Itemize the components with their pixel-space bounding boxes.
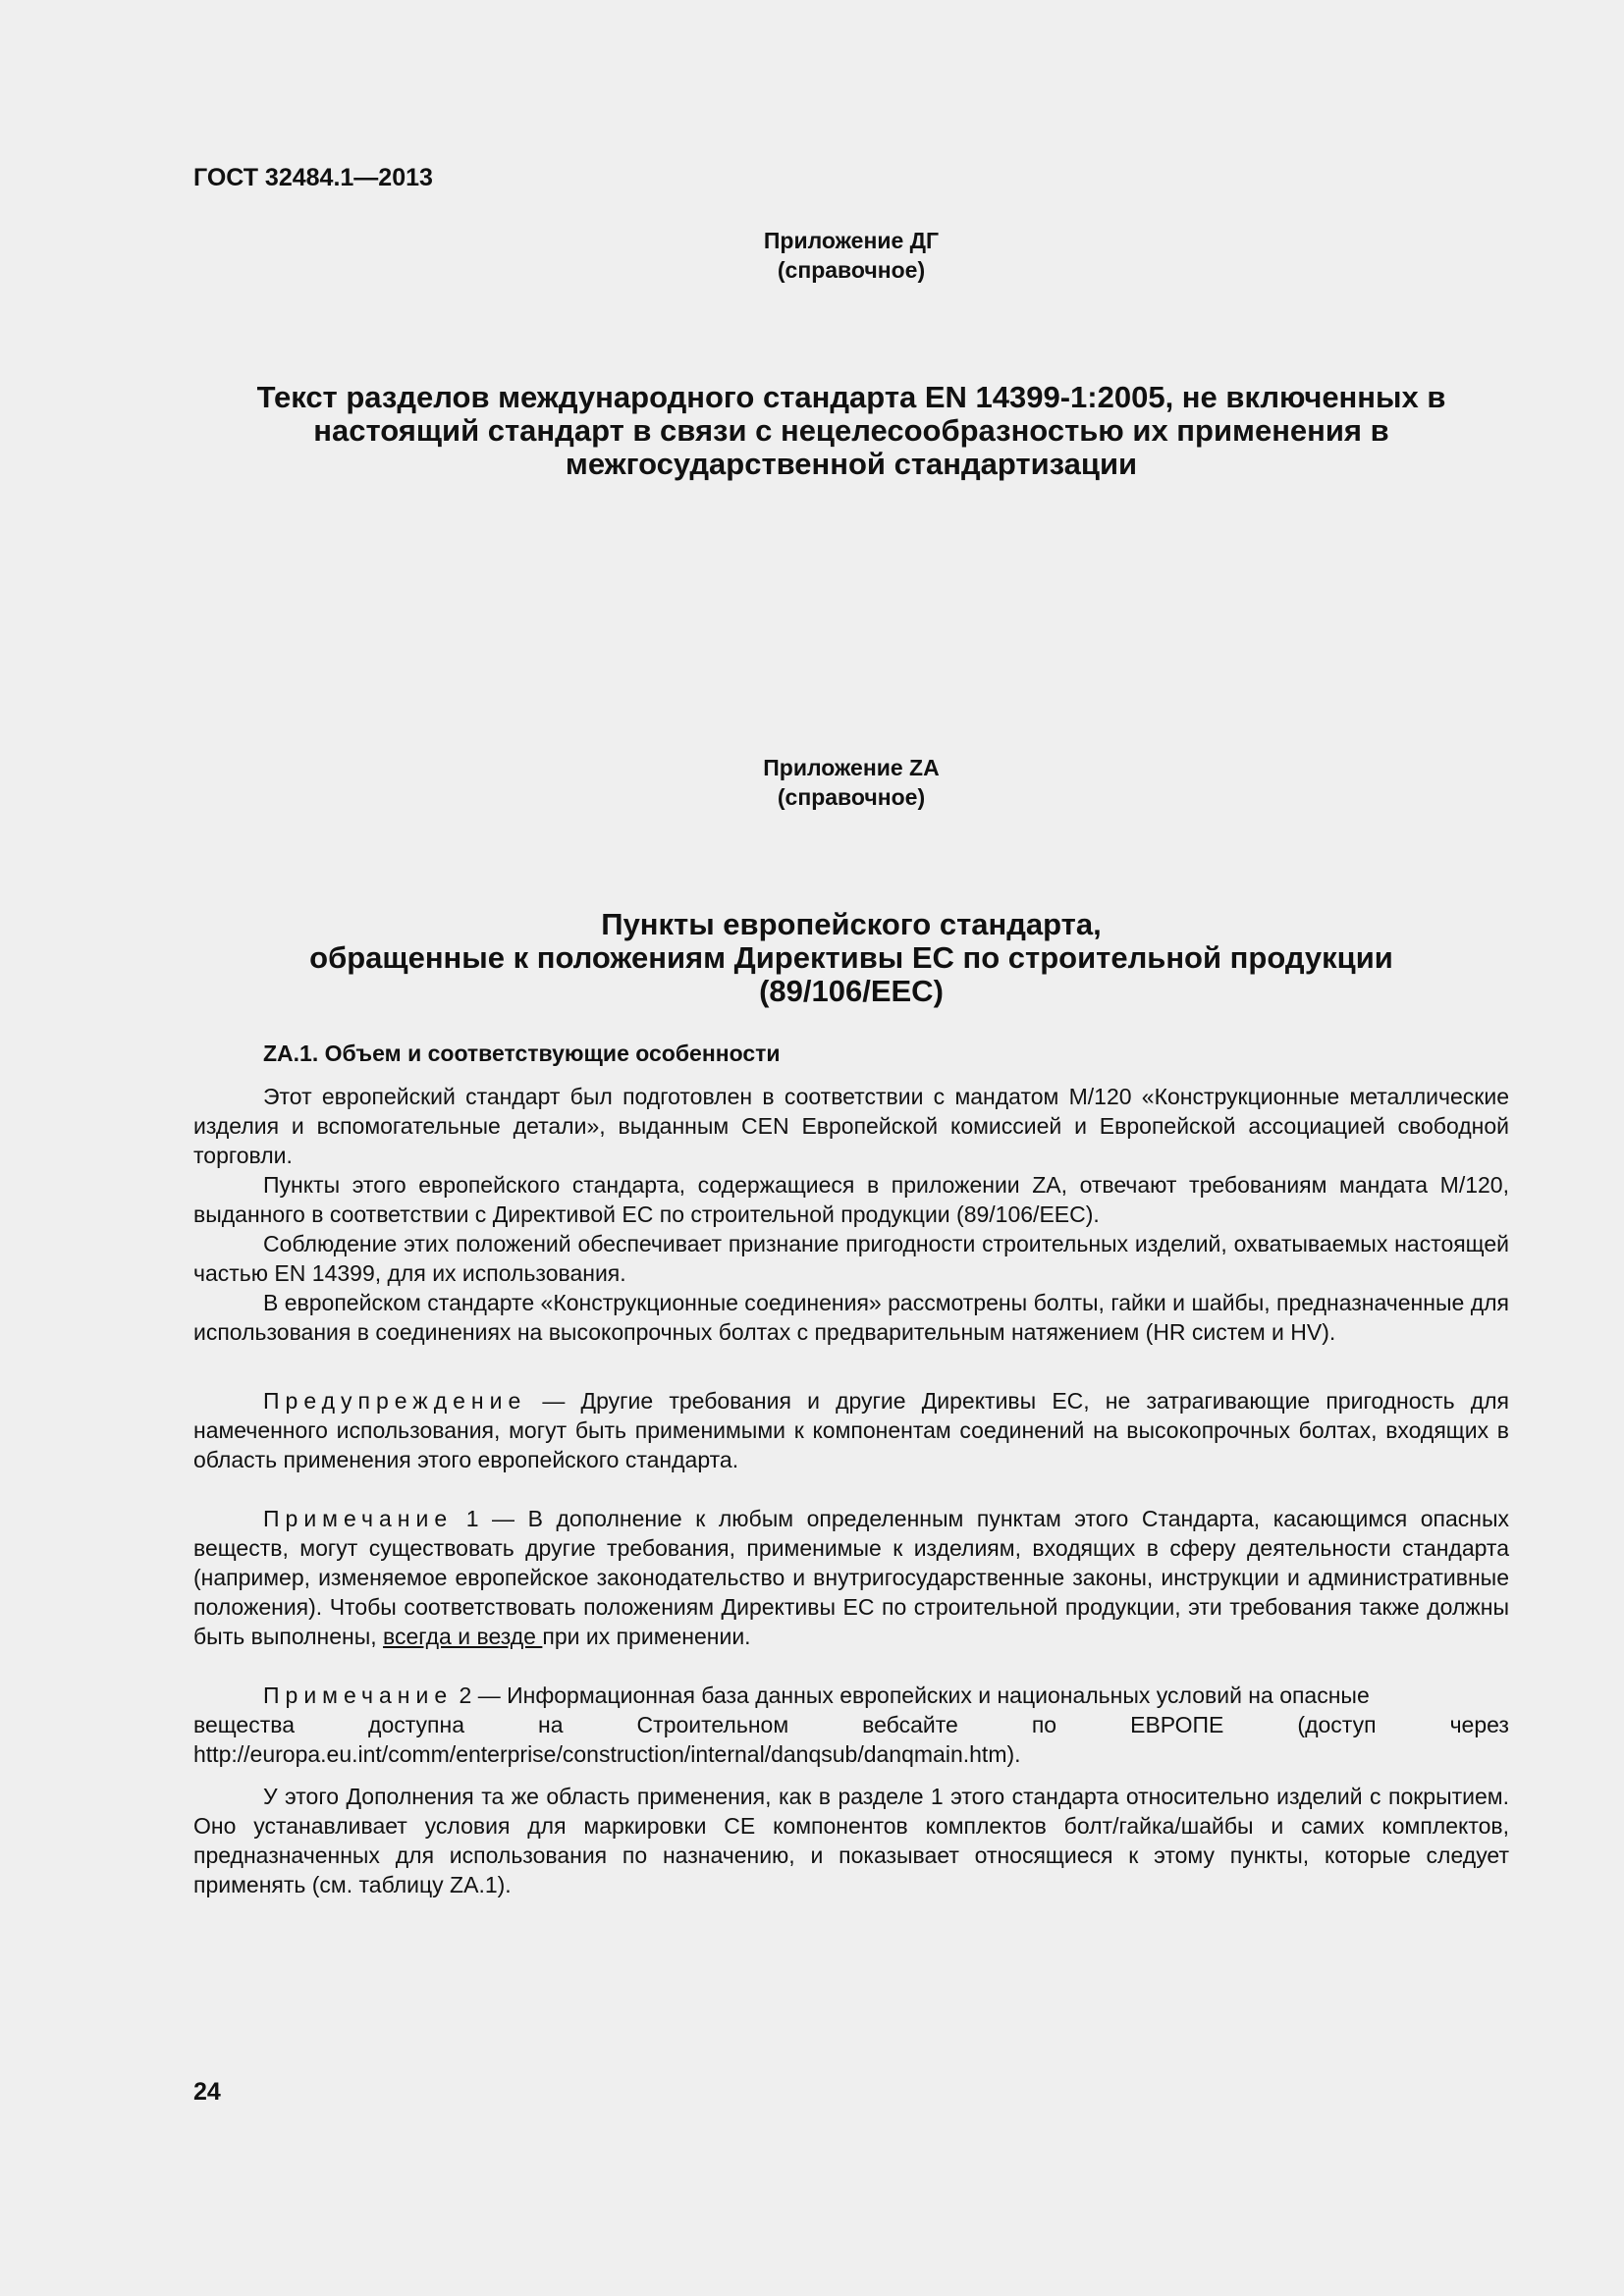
note2-word: (доступ [1297, 1712, 1377, 1737]
note2-line-3-url: http://europa.eu.int/comm/enterprise/construction/internal/danqsub/danqmain.htm). [193, 1741, 1021, 1767]
section-heading-za1: ZA.1. Объем и соответствующие особенности [263, 1041, 781, 1066]
annex-za-heading-line: обращенные к положениям Директивы ЕС по строительной продукции [309, 940, 1393, 975]
note1-label: Примечание [263, 1506, 454, 1531]
page-number: 24 [193, 2078, 221, 2106]
note2-word: на [538, 1712, 564, 1737]
annex-dg-label [193, 226, 1509, 285]
annex-dg-heading [193, 381, 1509, 481]
note1-underlined-text: всегда и везде [383, 1624, 543, 1649]
annex-za-label [193, 753, 1509, 812]
annex-dg-heading-line: межгосударственной стандартизации [565, 447, 1138, 481]
note2-label: Примечание [263, 1682, 454, 1708]
paragraph: Пункты этого европейского стандарта, содержащиеся в приложении ZA, отвечают требованиям мандата M/120, выданного в соответствии с Директивой ЕС по строительной продукции (89/106/EEC). [193, 1172, 1509, 1227]
annex-za-heading [193, 908, 1509, 1008]
warning-paragraph [193, 1386, 1509, 1474]
note2-word: доступна [368, 1712, 464, 1737]
annex-za-status: (справочное) [777, 784, 926, 810]
note1-paragraph [193, 1504, 1509, 1651]
note2-block [193, 1681, 1509, 1769]
note1-block [193, 1504, 1509, 1651]
note2-line-1 [193, 1681, 1509, 1710]
note2-word: вещества [193, 1712, 295, 1737]
note2-word: по [1031, 1712, 1057, 1737]
note1-text-end: при их применении. [542, 1624, 751, 1649]
final-block [193, 1782, 1509, 1899]
warning-text: — Другие требования и другие Директивы ЕС, не затрагивающие пригодность для намеченного использования, могут быть применимыми к компонентам соединений на высокопрочных болтах, входящих в область применения этого европейского стандарта. [193, 1388, 1509, 1472]
note2-line-2 [193, 1710, 1509, 1739]
note2-text: 2 — Информационная база данных европейских и национальных условий на опасные [453, 1682, 1370, 1708]
note2-word: Строительном [636, 1712, 789, 1737]
paragraph: В европейском стандарте «Конструкционные соединения» рассмотрены болты, гайки и шайбы, предназначенные для использования в соединениях на высокопрочных болтах с предварительным натяжением (HR систем и HV). [193, 1290, 1509, 1345]
za1-paragraphs [193, 1082, 1509, 1347]
annex-dg-heading-line: Текст разделов международного стандарта EN 14399-1:2005, не включенных в [256, 380, 1446, 414]
annex-dg-title: Приложение ДГ [763, 228, 940, 253]
annex-za-heading-line: (89/106/EEC) [759, 974, 944, 1008]
warning-label: Предупреждение [263, 1388, 527, 1414]
document-code: ГОСТ 32484.1—2013 [193, 164, 433, 191]
warning-block [193, 1386, 1509, 1474]
annex-za-heading-line: Пункты европейского стандарта, [601, 907, 1102, 941]
note2-word: ЕВРОПЕ [1130, 1712, 1224, 1737]
paragraph: Этот европейский стандарт был подготовлен в соответствии с мандатом M/120 «Конструкционные металлические изделия и вспомогательные детали», выданным CEN Европейской комиссией и Европейской ассоциацией свободной торговли. [193, 1084, 1509, 1168]
note1-text: 1 — В дополнение к любым определенным пунктам этого Стандарта, касающимся опасных веществ, могут существовать другие требования, применимые к изделиям, входящих в сферу деятельности стандарта (например, изменяемое европейское законодательство и внутригосударственные законы, инструкции и административные положения). Чтобы соответствовать положениям Директивы ЕС по строительной продукции, эти требования также должны быть выполнены, [193, 1506, 1509, 1649]
paragraph: Соблюдение этих положений обеспечивает признание пригодности строительных изделий, охватываемых настоящей частью EN 14399, для их использования. [193, 1231, 1509, 1286]
annex-dg-heading-line: настоящий стандарт в связи с нецелесообразностью их применения в [313, 413, 1389, 448]
annex-dg-status: (справочное) [777, 257, 926, 283]
annex-za-title: Приложение ZA [763, 755, 940, 780]
note2-word: через [1449, 1712, 1509, 1737]
note2-word: вебсайте [862, 1712, 958, 1737]
final-paragraph: У этого Дополнения та же область применения, как в разделе 1 этого стандарта относительно изделий с покрытием. Оно устанавливает условия для маркировки CE компонентов комплектов болт/гайка/шайбы и самих комплектов, предназначенных для использования по назначению, и показывает относящиеся к этому пункты, которые следует применять (см. таблицу ZA.1). [193, 1784, 1509, 1897]
